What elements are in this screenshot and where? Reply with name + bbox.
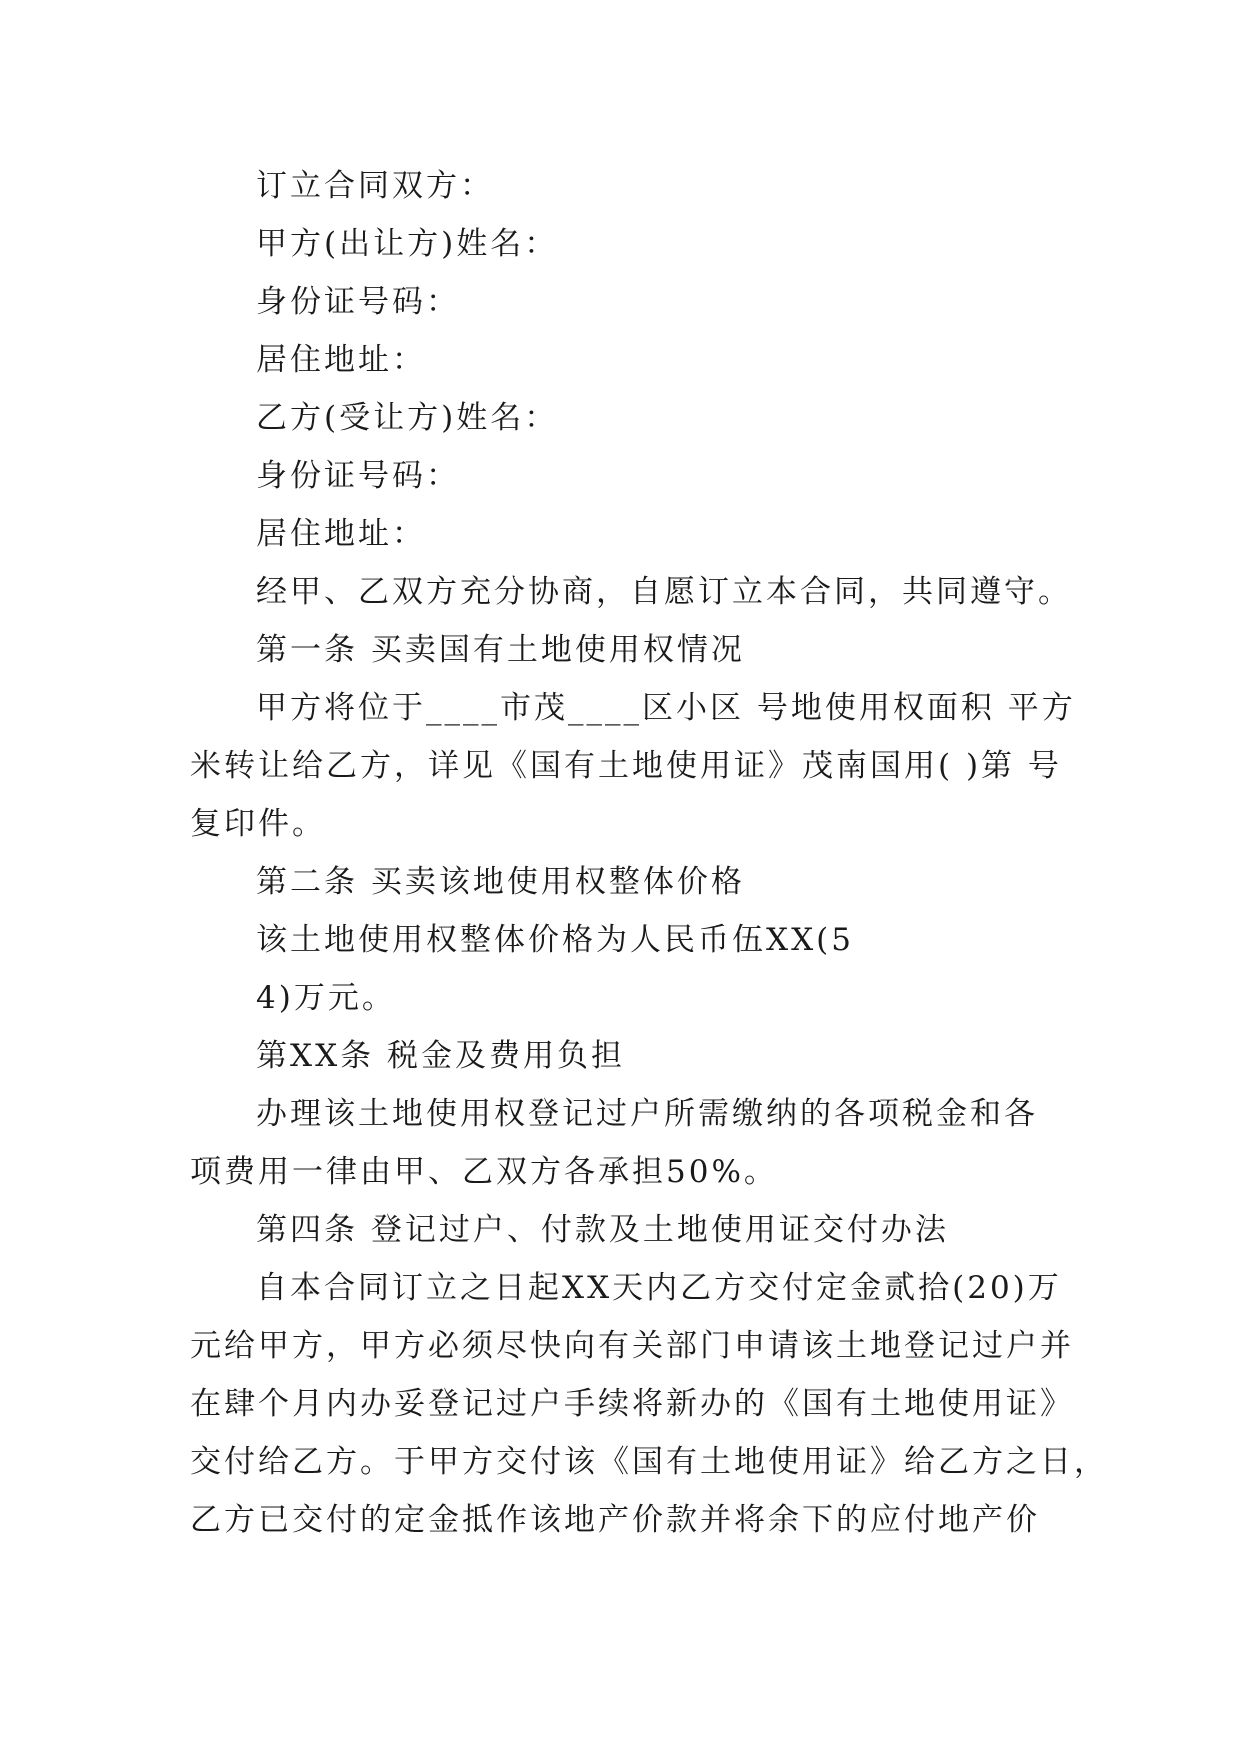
- party-b-name-field: 乙方(受让方)姓名：: [256, 400, 559, 436]
- article-2-heading: 第二条 买卖该地使用权整体价格: [256, 864, 745, 900]
- article-1-paragraph-line: 复印件。: [190, 806, 326, 842]
- article-3-paragraph-line: 项费用一律由甲、乙双方各承担50%。: [190, 1154, 778, 1190]
- party-b-address-field: 居住地址：: [256, 516, 426, 552]
- article-4-paragraph-line: 元给甲方，甲方必须尽快向有关部门申请该土地登记过户并: [190, 1328, 1074, 1364]
- article-4-paragraph-line: 交付给乙方。于甲方交付该《国有土地使用证》给乙方之日，: [190, 1444, 1108, 1480]
- party-a-address-field: 居住地址：: [256, 342, 426, 378]
- parties-heading: 订立合同双方：: [256, 168, 494, 204]
- article-4-paragraph-line: 自本合同订立之日起XX天内乙方交付定金贰拾(20)万: [256, 1270, 1062, 1306]
- article-4-paragraph-line: 乙方已交付的定金抵作该地产价款并将余下的应付地产价: [190, 1502, 1040, 1538]
- article-1-heading: 第一条 买卖国有土地使用权情况: [256, 632, 745, 668]
- article-2-paragraph-line: 该土地使用权整体价格为人民币伍XX(5: [256, 922, 854, 958]
- preamble-paragraph: 经甲、乙双方充分协商，自愿订立本合同，共同遵守。: [256, 574, 1072, 610]
- article-2-paragraph-line: 4)万元。: [256, 980, 396, 1016]
- party-b-id-field: 身份证号码：: [256, 458, 460, 494]
- article-4-heading: 第四条 登记过户、付款及土地使用证交付办法: [256, 1212, 949, 1248]
- party-a-id-field: 身份证号码：: [256, 284, 460, 320]
- article-3-heading: 第XX条 税金及费用负担: [256, 1038, 625, 1074]
- party-a-name-field: 甲方(出让方)姓名：: [256, 226, 559, 262]
- article-4-paragraph-line: 在肆个月内办妥登记过户手续将新办的《国有土地使用证》: [190, 1386, 1074, 1422]
- article-3-paragraph-line: 办理该土地使用权登记过户所需缴纳的各项税金和各: [256, 1096, 1038, 1132]
- article-1-paragraph-line: 甲方将位于____市茂____区小区 号地使用权面积 平方: [256, 690, 1076, 726]
- article-1-paragraph-line: 米转让给乙方，详见《国有土地使用证》茂南国用( )第 号: [190, 748, 1062, 784]
